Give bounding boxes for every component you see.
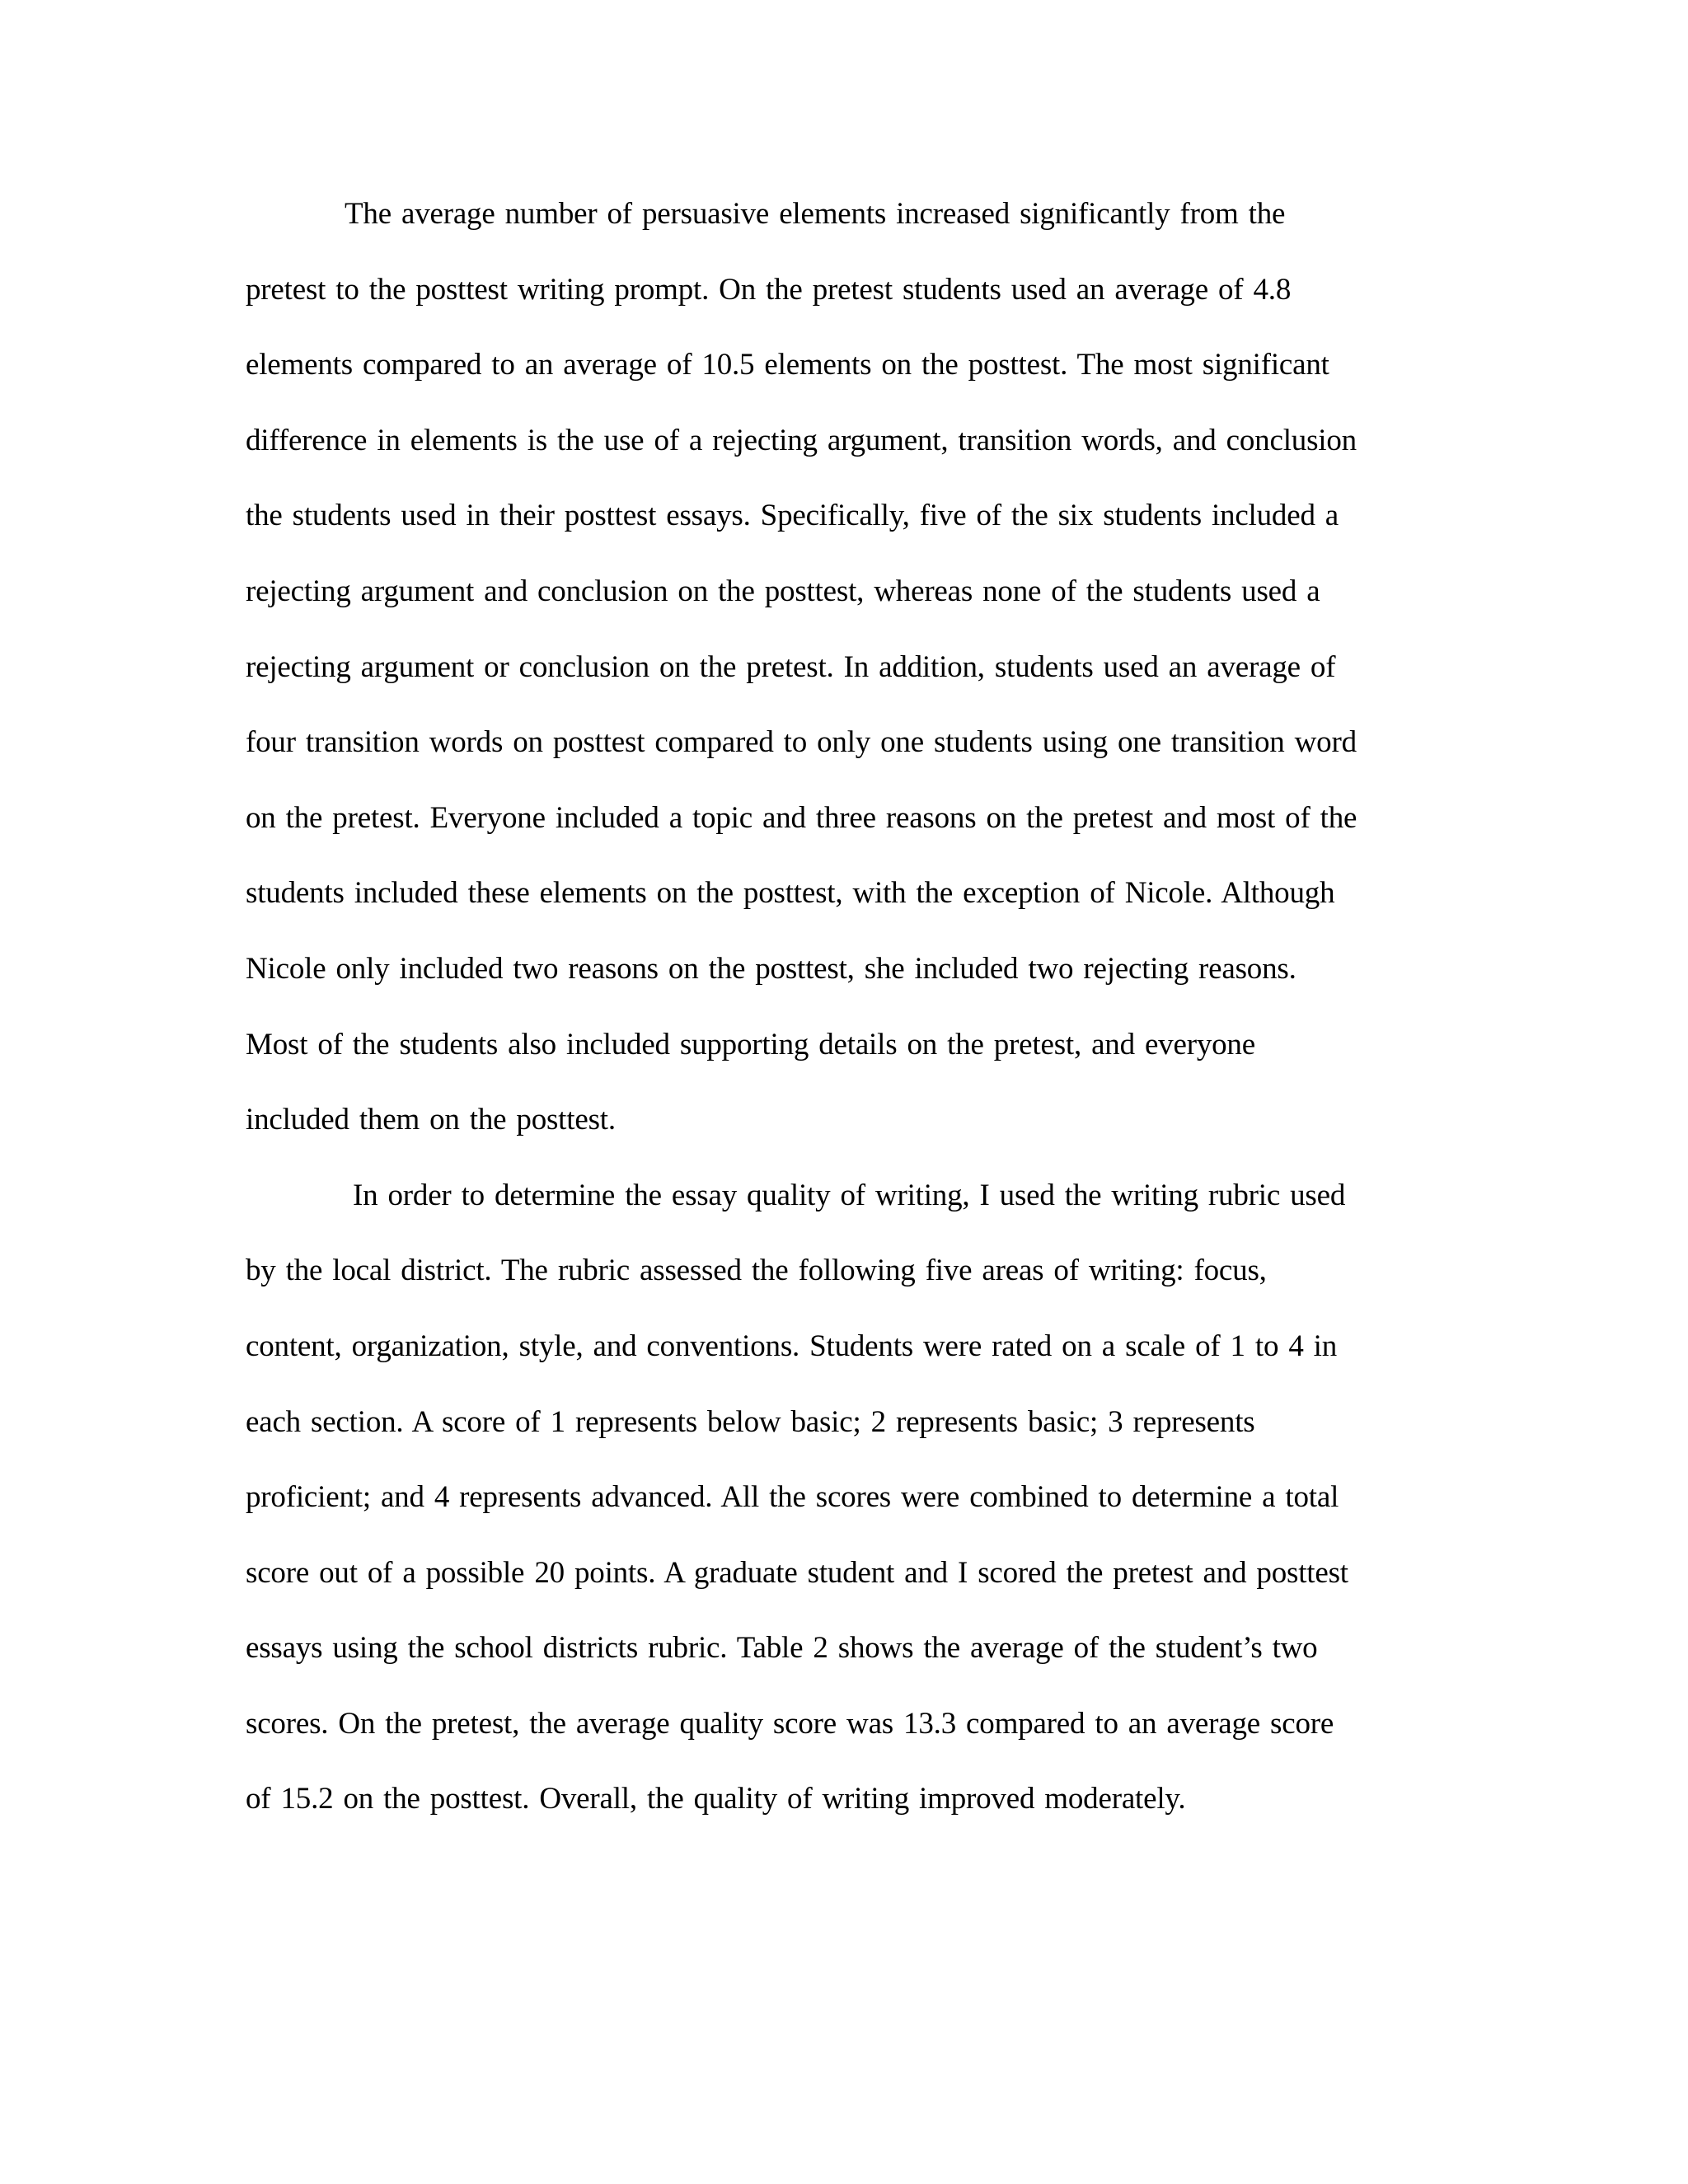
text-line: rejecting argument and conclusion on the posttest, whereas none of the students used a — [246, 574, 1320, 608]
text-line: essays using the school districts rubric. Table 2 shows the average of the student’s two — [246, 1631, 1318, 1666]
text-line: Nicole only included two reasons on the posttest, she included two rejecting reasons. — [246, 951, 1296, 986]
text-line: of 15.2 on the posttest. Overall, the quality of writing improved moderately. — [246, 1782, 1186, 1816]
text-line: each section. A score of 1 represents below basic; 2 represents basic; 3 represents — [246, 1404, 1255, 1439]
text-line: elements compared to an average of 10.5 elements on the posttest. The most significant — [246, 348, 1329, 382]
text-line: The average number of persuasive elements increased significantly from the — [345, 197, 1286, 231]
text-line: Most of the students also included supporting details on the pretest, and everyone — [246, 1027, 1255, 1062]
text-line: rejecting argument or conclusion on the pretest. In addition, students used an average of — [246, 649, 1336, 684]
text-line: score out of a possible 20 points. A graduate student and I scored the pretest and posttest — [246, 1555, 1348, 1590]
text-line: by the local district. The rubric assessed the following five areas of writing: focus, — [246, 1254, 1267, 1288]
text-line: content, organization, style, and conventions. Students were rated on a scale of 1 to 4 in — [246, 1329, 1338, 1363]
paragraph-1 — [246, 190, 1426, 1171]
text-line: included them on the posttest. — [246, 1103, 616, 1137]
text-line: pretest to the posttest writing prompt. On the pretest students used an average of 4.8 — [246, 272, 1292, 307]
text-line: scores. On the pretest, the average quality score was 13.3 compared to an average score — [246, 1706, 1334, 1741]
text-line: proficient; and 4 represents advanced. All the scores were combined to determine a total — [246, 1480, 1339, 1515]
paragraph-2 — [246, 1171, 1426, 1850]
text-line: difference in elements is the use of a rejecting argument, transition words, and conclusion — [246, 423, 1357, 457]
body-text — [246, 190, 1426, 1850]
text-line: students included these elements on the posttest, with the exception of Nicole. Although — [246, 876, 1335, 911]
text-line: the students used in their posttest essays. Specifically, five of the six students included a — [246, 499, 1339, 533]
text-line: four transition words on posttest compared to only one students using one transition word — [246, 725, 1357, 760]
text-line: In order to determine the essay quality of writing, I used the writing rubric used — [353, 1178, 1346, 1212]
text-line: on the pretest. Everyone included a topic and three reasons on the pretest and most of the — [246, 800, 1357, 835]
